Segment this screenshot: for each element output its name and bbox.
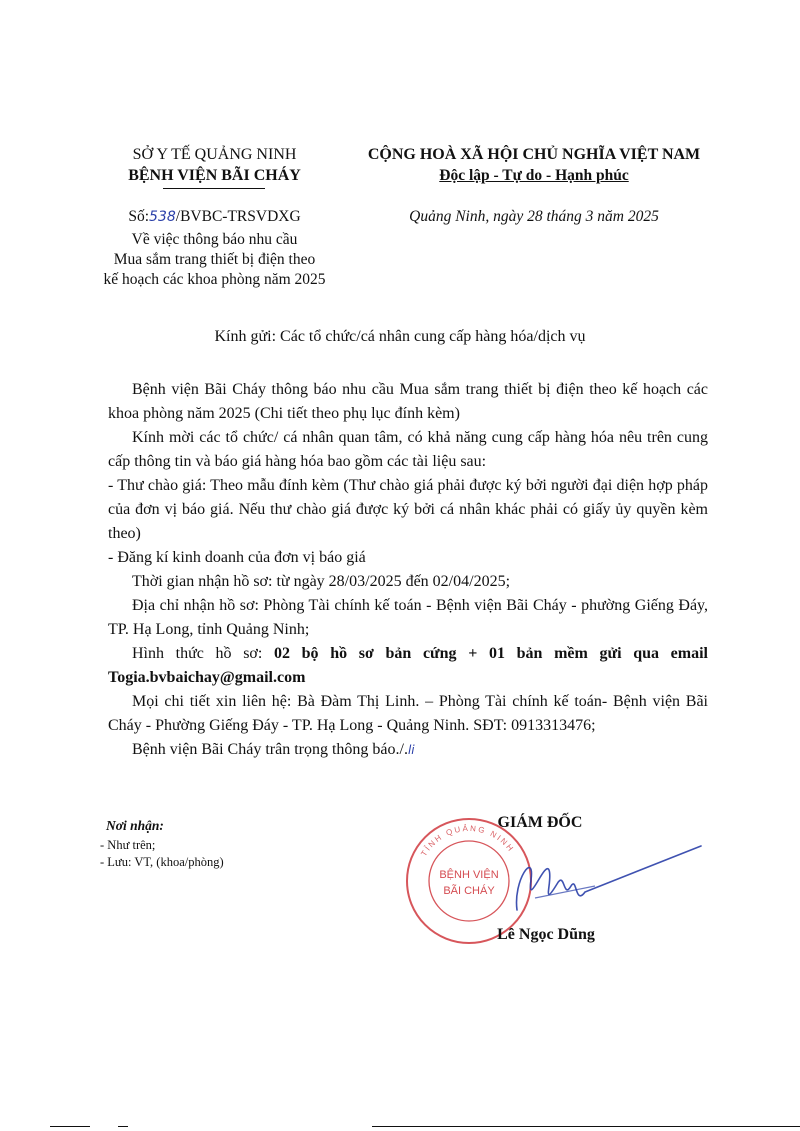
paragraph-closing bbox=[108, 738, 708, 762]
scan-edge-mark bbox=[50, 1126, 90, 1127]
document-date: Quảng Ninh, ngày 28 tháng 3 năm 2025 bbox=[409, 208, 659, 225]
recipients-title: Nơi nhận: bbox=[106, 818, 164, 833]
doc-number-suffix: /BVBC-TRSVDXG bbox=[175, 208, 301, 225]
format-detail: 02 bộ hồ sơ bản cứng + 01 bản mềm gửi qua email Togia.bvbaichay@gmail.com bbox=[108, 645, 708, 686]
subject-line: Mua sắm trang thiết bị điện theo bbox=[113, 251, 316, 268]
stamp-line-2: BÃI CHÁY bbox=[443, 885, 495, 897]
paragraph-deadline: Thời gian nhận hồ sơ: từ ngày 28/03/2025 đến 02/04/2025; bbox=[132, 573, 511, 590]
stamp-line-1: BỆNH VIỆN bbox=[439, 869, 499, 881]
org-underline bbox=[163, 188, 265, 189]
paragraph-contact: Mọi chi tiết xin liên hệ: Bà Đàm Thị Linh. – Phòng Tài chính kế toán- Bệnh viện Bãi Cháy - Phường Giếng Đáy - TP. Hạ Long - Quảng Ninh. SĐT: 0913313476; bbox=[108, 693, 708, 734]
paragraph-invitation: Kính mời các tổ chức/ cá nhân quan tâm, có khả năng cung cấp hàng hóa nêu trên cung cấp thông tin và báo giá hàng hóa bao gồm các tài liệu sau: bbox=[108, 429, 708, 470]
national-motto: Độc lập - Tự do - Hạnh phúc bbox=[439, 167, 629, 184]
org-parent: SỞ Y TẾ QUẢNG NINH bbox=[132, 146, 297, 163]
doc-number-prefix: Số: bbox=[128, 208, 150, 225]
scan-edge-mark bbox=[118, 1126, 128, 1127]
stamp-ring-text: TỈNH QUẢNG NINH bbox=[419, 823, 517, 858]
recipient-line: Kính gửi: Các tổ chức/cá nhân cung cấp hàng hóa/dịch vụ bbox=[214, 328, 586, 345]
recipients-item: - Như trên; bbox=[100, 838, 156, 852]
recipients-item: - Lưu: VT, (khoa/phòng) bbox=[100, 855, 224, 869]
org-name: BỆNH VIỆN BÃI CHÁY bbox=[128, 167, 301, 184]
paragraph-business-registration: - Đăng kí kinh doanh của đơn vị báo giá bbox=[108, 549, 366, 566]
scan-edge-line bbox=[372, 1126, 800, 1127]
signer-name: Lê Ngọc Dũng bbox=[497, 926, 595, 943]
document-subject bbox=[82, 230, 347, 290]
format-label: Hình thức hồ sơ: bbox=[132, 645, 274, 662]
director-title: GIÁM ĐỐC bbox=[497, 814, 583, 831]
paragraph-intro: Bệnh viện Bãi Cháy thông báo nhu cầu Mua sắm trang thiết bị điện theo kế hoạch các khoa phòng năm 2025 (Chi tiết theo phụ lục đính kèm) bbox=[108, 381, 708, 422]
handwritten-initial: li bbox=[407, 743, 415, 757]
nation-title: CỘNG HOÀ XÃ HỘI CHỦ NGHĨA VIỆT NAM bbox=[367, 146, 701, 163]
closing-text: Bệnh viện Bãi Cháy trân trọng thông báo./. bbox=[132, 741, 408, 758]
doc-number-handwritten: 538 bbox=[149, 209, 176, 225]
paragraph-format bbox=[108, 642, 708, 690]
paragraph-address: Địa chỉ nhận hồ sơ: Phòng Tài chính kế toán - Bệnh viện Bãi Cháy - phường Giếng Đáy, TP. Hạ Long, tỉnh Quảng Ninh; bbox=[108, 597, 708, 638]
document-number bbox=[82, 208, 347, 226]
director-signature bbox=[505, 840, 705, 930]
subject-line: kế hoạch các khoa phòng năm 2025 bbox=[103, 271, 326, 288]
subject-line: Về việc thông báo nhu cầu bbox=[131, 231, 298, 248]
paragraph-quote-letter: - Thư chào giá: Theo mẫu đính kèm (Thư chào giá phải được ký bởi người đại diện hợp pháp của đơn vị báo giá. Nếu thư chào giá được ký bởi cá nhân khác phải có giấy ủy quyền kèm theo) bbox=[108, 477, 708, 542]
document-body bbox=[108, 378, 708, 762]
